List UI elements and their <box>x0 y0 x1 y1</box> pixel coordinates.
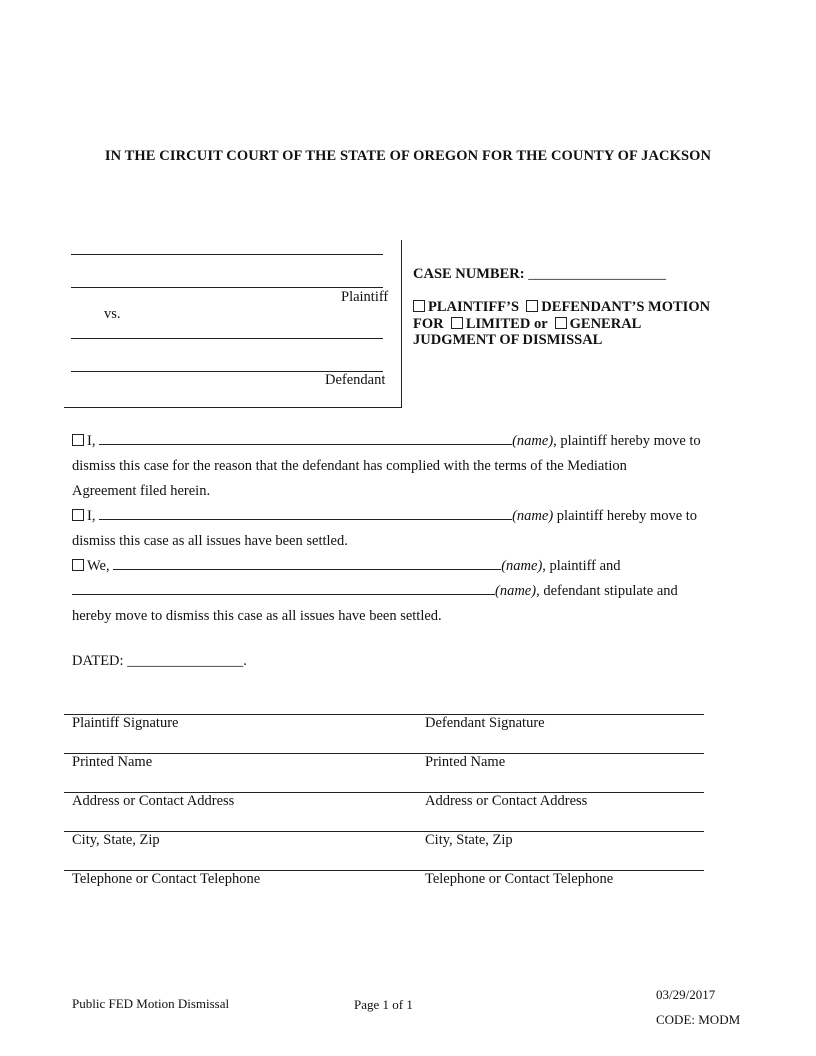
option-2-suffix: plaintiff hereby move to <box>553 508 698 524</box>
defendant-signature-label: Defendant Signature <box>425 715 545 731</box>
plaintiff-printed-name-label: Printed Name <box>72 754 153 770</box>
footer-form-name: Public FED Motion Dismissal <box>72 996 230 1011</box>
option-1-line-2: dismiss this case for the reason that the defendant has complied with the terms of the Mediation <box>72 458 627 474</box>
option-1-line-1 <box>72 429 752 454</box>
case-number-label: CASE NUMBER: <box>413 266 529 282</box>
plaintiff-city-state-zip-label: City, State, Zip <box>72 832 160 848</box>
option-2-name-field[interactable] <box>99 507 512 520</box>
option-2-prefix: I, <box>87 508 100 524</box>
option-1-name-field[interactable] <box>99 432 512 445</box>
option-1-name-hint: (name) <box>512 433 554 449</box>
plaintiff-signature-label: Plaintiff Signature <box>72 715 179 731</box>
footer-date: 03/29/2017 <box>656 987 716 1002</box>
defendants-option-label: DEFENDANT’S MOTION <box>541 299 711 315</box>
option-2-line-1 <box>72 504 752 529</box>
for-label: FOR <box>413 315 444 332</box>
option-3-line-2-name-hint: (name) <box>495 583 537 599</box>
defendant-city-state-zip-label: City, State, Zip <box>425 832 513 848</box>
judgment-label: JUDGMENT OF DISMISSAL <box>413 332 603 348</box>
footer-code: CODE: MODM <box>656 1012 741 1027</box>
limited-checkbox[interactable] <box>451 317 463 329</box>
dated-line <box>72 649 247 674</box>
city-state-zip-line[interactable] <box>64 831 704 832</box>
option-3-plaintiff-name-field[interactable] <box>113 557 501 570</box>
court-title: IN THE CIRCUIT COURT OF THE STATE OF OREGON FOR THE COUNTY OF JACKSON <box>104 148 712 164</box>
option-3-line-3: hereby move to dismiss this case as all issues have been settled. <box>72 608 442 624</box>
motion-body <box>72 429 752 629</box>
dated-field[interactable]: ________________ <box>127 653 244 669</box>
option-1-line-3: Agreement filed herein. <box>72 483 211 499</box>
case-number <box>413 266 666 283</box>
dated-label: DATED: <box>72 653 128 669</box>
defendant-name-line-1[interactable] <box>71 338 383 339</box>
plaintiff-name-line-1[interactable] <box>71 254 383 255</box>
option-2-checkbox[interactable] <box>72 509 84 521</box>
option-1-checkbox[interactable] <box>72 434 84 446</box>
case-number-field[interactable]: ___________________ <box>528 266 666 282</box>
defendant-telephone-label: Telephone or Contact Telephone <box>425 871 614 887</box>
defendant-label: Defendant <box>325 372 386 388</box>
option-2-name-hint: (name) <box>512 508 554 524</box>
defendant-address-label: Address or Contact Address <box>425 793 588 809</box>
limited-option-label: LIMITED or <box>465 315 548 332</box>
defendants-checkbox[interactable] <box>526 300 538 312</box>
dated-period: . <box>243 653 247 669</box>
motion-line-1 <box>413 299 753 316</box>
footer-page-number: Page 1 of 1 <box>354 997 413 1012</box>
plaintiff-address-label: Address or Contact Address <box>72 793 235 809</box>
plaintiff-name-line-2[interactable] <box>71 287 383 288</box>
plaintiffs-option-label: PLAINTIFF’S <box>428 299 520 315</box>
option-3-suffix: , plaintiff and <box>542 558 621 574</box>
vs-label: vs. <box>104 306 121 322</box>
option-3-prefix: We, <box>87 558 114 574</box>
motion-type <box>413 299 753 349</box>
plaintiff-telephone-label: Telephone or Contact Telephone <box>72 871 261 887</box>
printed-name-line[interactable] <box>64 753 704 754</box>
general-option-label: GENERAL <box>569 315 642 332</box>
option-3-name-hint: (name) <box>501 558 543 574</box>
option-1-suffix: , plaintiff hereby move to <box>553 433 701 449</box>
motion-line-2 <box>413 316 753 333</box>
option-2-line-2: dismiss this case as all issues have been settled. <box>72 533 348 549</box>
general-checkbox[interactable] <box>555 317 567 329</box>
option-1-prefix: I, <box>87 433 100 449</box>
defendant-printed-name-label: Printed Name <box>425 754 506 770</box>
plaintiff-label: Plaintiff <box>341 289 389 305</box>
option-3-line-2 <box>72 579 752 604</box>
option-3-line-1 <box>72 554 752 579</box>
option-3-checkbox[interactable] <box>72 559 84 571</box>
option-3-line-2-suffix: , defendant stipulate and <box>536 583 678 599</box>
plaintiffs-checkbox[interactable] <box>413 300 425 312</box>
option-3-defendant-name-field[interactable] <box>72 582 495 595</box>
